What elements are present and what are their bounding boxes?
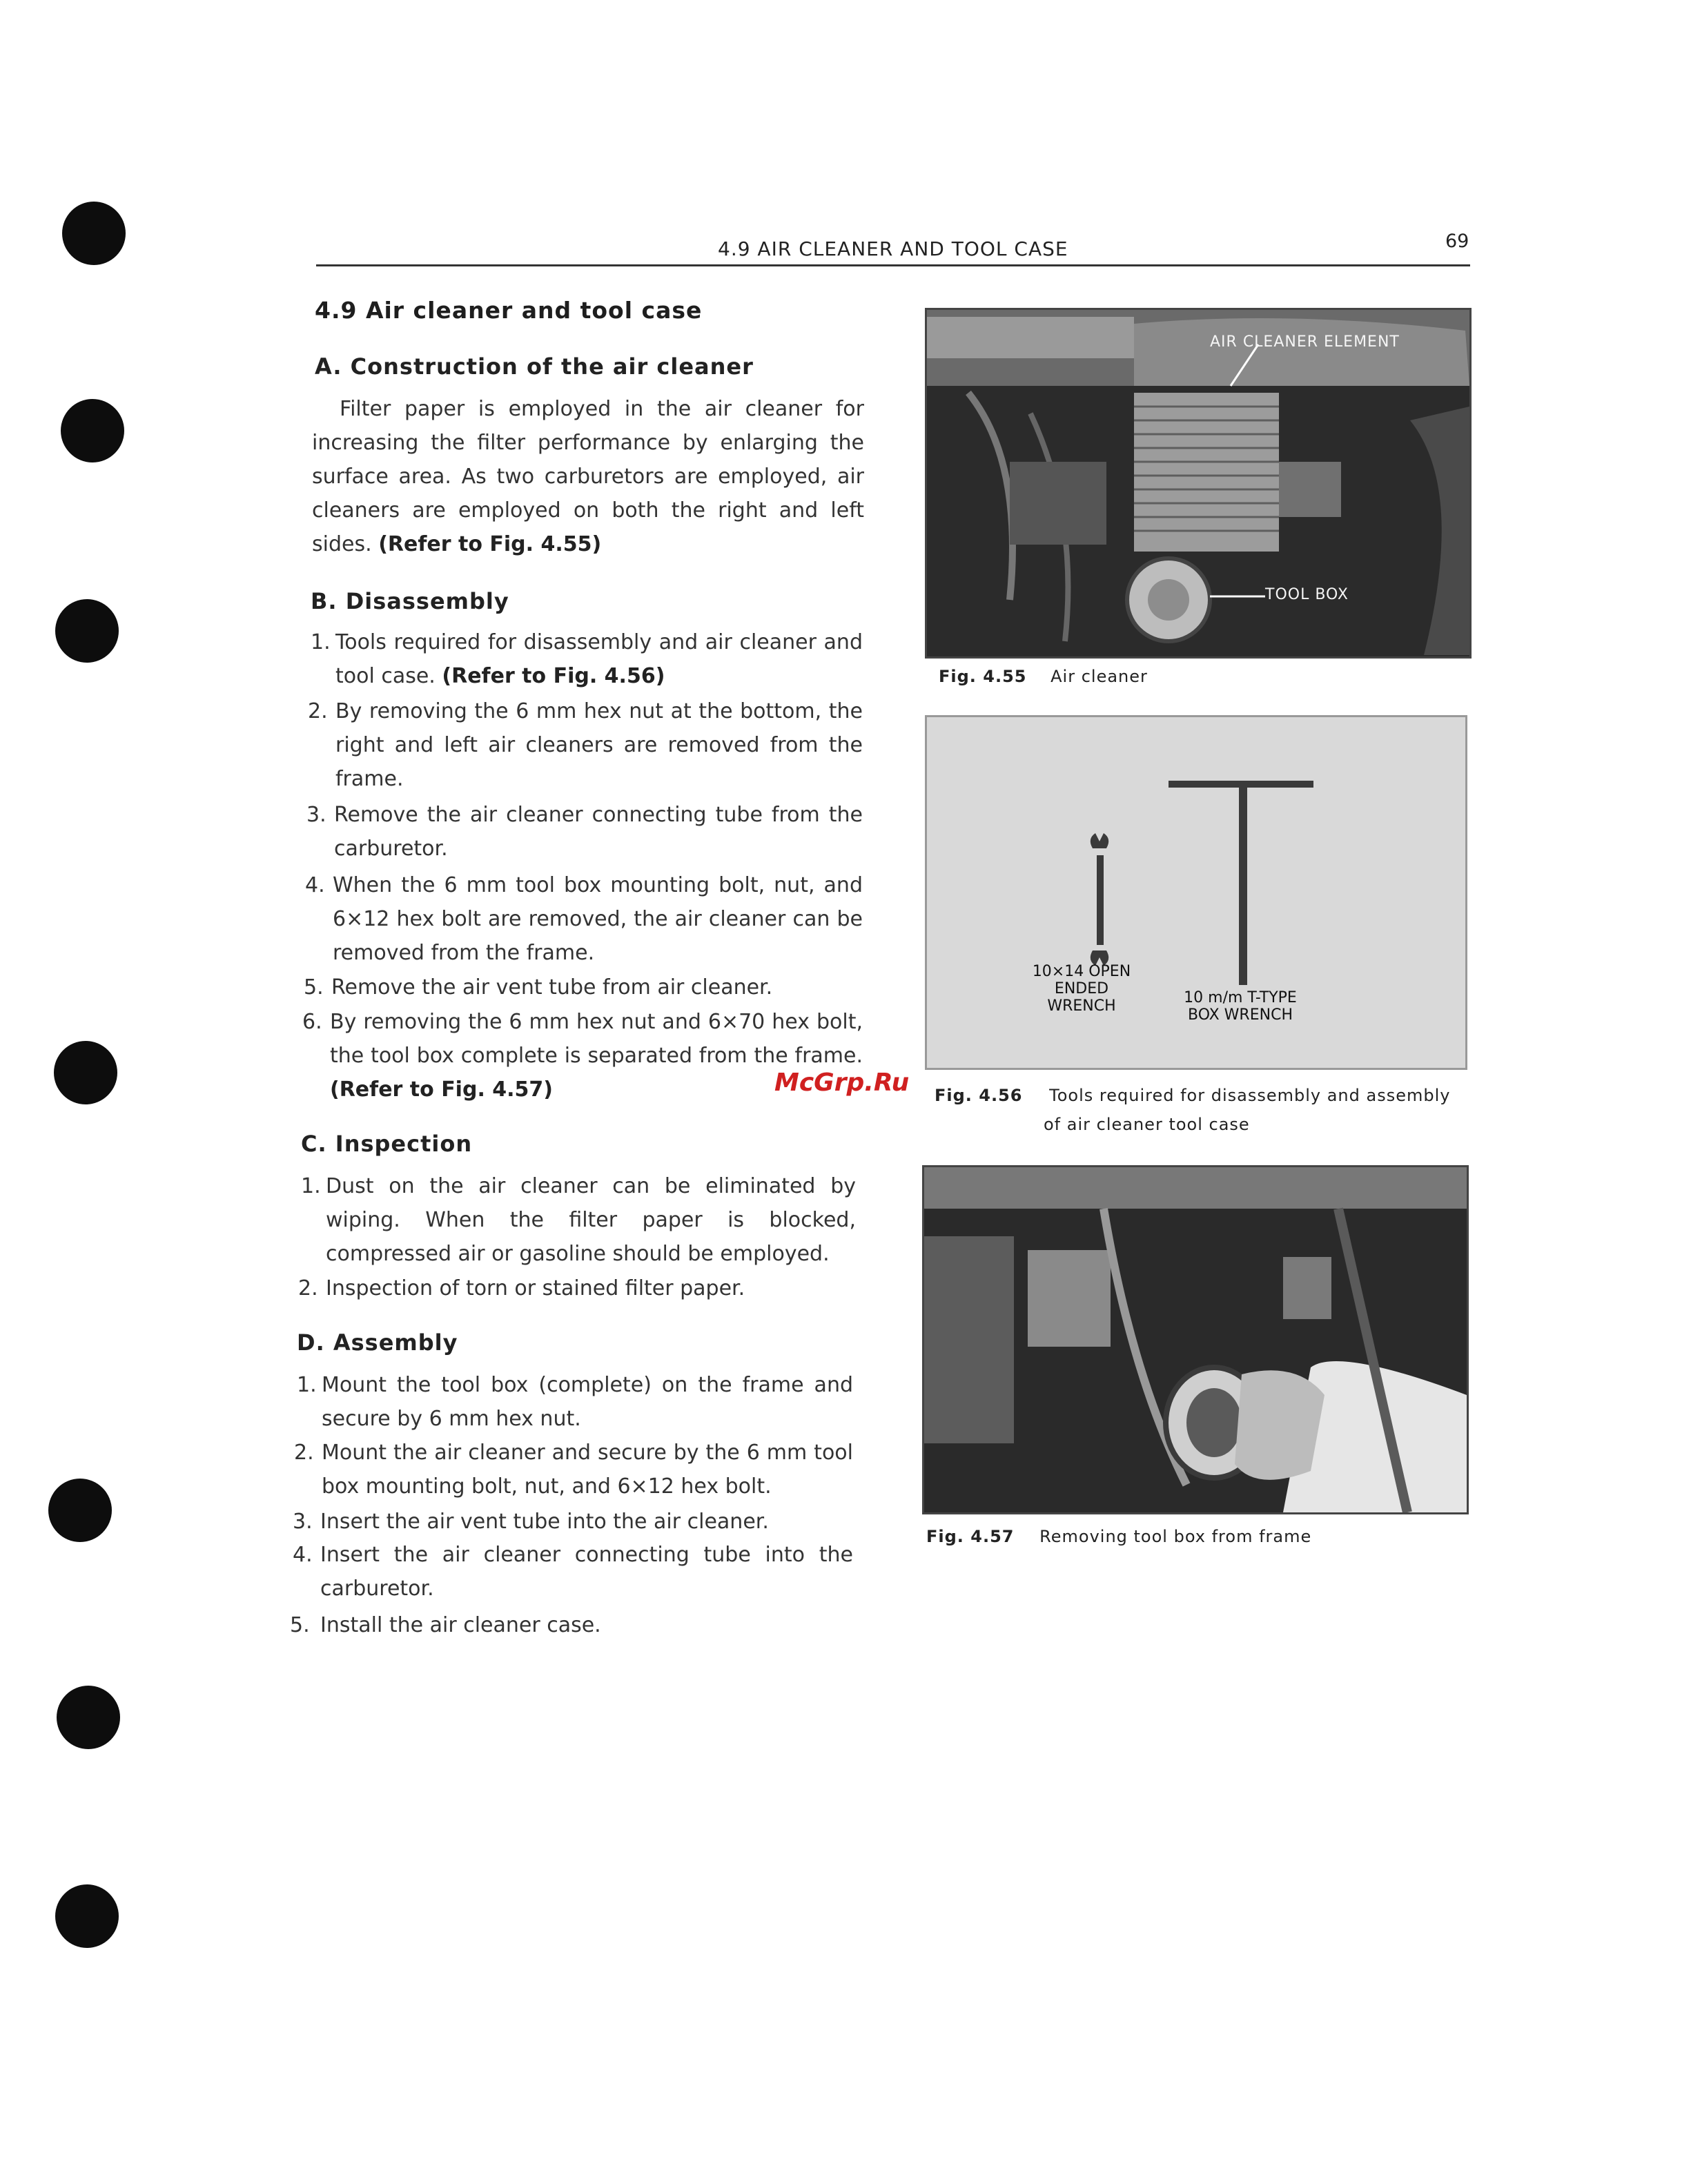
item-number: 2. — [308, 699, 328, 723]
item-number: 2. — [294, 1441, 314, 1465]
page-number: 69 — [1445, 231, 1469, 252]
item-ref: (Refer to Fig. 4.56) — [442, 664, 665, 688]
figure-tools-photo — [925, 715, 1467, 1070]
air-cleaner-illustration — [927, 310, 1469, 656]
binder-hole — [55, 1884, 119, 1948]
item-text: Remove the air vent tube from air cleaner. — [331, 975, 773, 1000]
label-tool-box: TOOL BOX — [1265, 586, 1349, 603]
item-number: 3. — [306, 803, 326, 827]
watermark: McGrp.Ru — [774, 1069, 910, 1097]
heading-inspection: C. Inspection — [301, 1131, 473, 1157]
assembly-item-3 — [293, 1505, 853, 1539]
label-air-cleaner-element: AIR CLEANER ELEMENT — [1210, 333, 1400, 351]
heading-construction: A. Construction of the air cleaner — [315, 353, 754, 380]
assembly-item-4 — [293, 1538, 853, 1606]
label-line: 10 m/m T-TYPE — [1184, 989, 1297, 1006]
binder-hole — [55, 599, 119, 663]
item-text: Dust on the air cleaner can be eliminated by wiping. When the filter paper is blocked, compressed air or gasoline should be employed. — [326, 1174, 856, 1266]
item-number: 1. — [311, 630, 331, 654]
item-text: Install the air cleaner case. — [320, 1613, 601, 1637]
disassembly-item-1 — [311, 625, 863, 693]
item-number: 2. — [298, 1276, 318, 1300]
construction-ref: (Refer to Fig. 4.55) — [378, 532, 602, 556]
assembly-item-1 — [297, 1368, 853, 1436]
item-text: Remove the air cleaner connecting tube from the carburetor. — [334, 803, 863, 861]
label-line: BOX WRENCH — [1188, 1006, 1293, 1024]
item-text: Mount the air cleaner and secure by the 6 mm tool box mounting bolt, nut, and 6×12 hex bolt. — [322, 1441, 853, 1499]
removing-toolbox-illustration — [924, 1167, 1467, 1512]
fig-number: Fig. 4.56 — [935, 1086, 1023, 1105]
disassembly-item-5 — [304, 971, 863, 1004]
item-number: 3. — [293, 1510, 313, 1534]
item-number: 5. — [304, 975, 324, 1000]
item-text: Insert the air vent tube into the air cleaner. — [320, 1510, 769, 1534]
disassembly-item-3 — [306, 798, 863, 866]
item-text: When the 6 mm tool box mounting bolt, nut, and 6×12 hex bolt are removed, the air cleaner can be removed from the frame. — [333, 873, 863, 965]
fig-4-57-caption — [926, 1527, 1311, 1546]
figure-air-cleaner-photo — [925, 308, 1472, 659]
fig-caption-text: Air cleaner — [1050, 667, 1148, 686]
fig-4-56-caption — [935, 1081, 1450, 1139]
item-number: 4. — [293, 1543, 313, 1567]
inspection-item-2 — [298, 1271, 856, 1305]
label-line: 10×14 OPEN — [1032, 963, 1131, 980]
assembly-item-2 — [294, 1436, 853, 1503]
assembly-item-5 — [290, 1608, 853, 1642]
fig-4-55-caption — [939, 667, 1148, 686]
fig-number: Fig. 4.57 — [926, 1527, 1015, 1546]
label-t-type-box-wrench — [1178, 989, 1302, 1024]
binder-hole — [62, 202, 126, 265]
item-text: By removing the 6 mm hex nut at the bottom, the right and left air cleaners are removed from the frame. — [335, 699, 863, 791]
item-text: Inspection of torn or stained filter paper. — [326, 1276, 745, 1300]
running-title: 4.9 AIR CLEANER AND TOOL CASE — [718, 237, 1068, 260]
fig-caption-text: Removing tool box from frame — [1039, 1527, 1312, 1546]
item-number: 5. — [290, 1613, 310, 1637]
fig-caption-line1: Tools required for disassembly and assembly — [1049, 1086, 1451, 1105]
item-text: Tools required for disassembly and air cleaner and tool case. — [335, 630, 863, 688]
binder-hole — [48, 1479, 112, 1542]
heading-assembly: D. Assembly — [297, 1329, 458, 1356]
construction-paragraph — [312, 392, 864, 561]
label-line: ENDED WRENCH — [1047, 980, 1116, 1015]
header-rule — [316, 264, 1470, 266]
inspection-item-1 — [301, 1169, 856, 1271]
fig-caption-line2: of air cleaner tool case — [1044, 1115, 1250, 1134]
item-text: By removing the 6 mm hex nut and 6×70 hex bolt, the tool box complete is separated from the frame. — [330, 1010, 863, 1068]
binder-hole — [61, 399, 124, 462]
item-ref: (Refer to Fig. 4.57) — [330, 1078, 554, 1102]
item-number: 1. — [301, 1174, 321, 1198]
heading-disassembly: B. Disassembly — [311, 588, 509, 614]
item-number: 6. — [302, 1010, 322, 1034]
figure-removing-toolbox-photo — [922, 1165, 1469, 1514]
binder-hole — [54, 1041, 117, 1104]
disassembly-item-2 — [308, 694, 863, 796]
disassembly-item-4 — [305, 868, 863, 970]
item-number: 1. — [297, 1373, 317, 1397]
label-open-ended-wrench — [1019, 963, 1144, 1015]
binder-hole — [57, 1686, 120, 1749]
fig-number: Fig. 4.55 — [939, 667, 1027, 686]
section-title: 4.9 Air cleaner and tool case — [315, 297, 703, 324]
item-text: Mount the tool box (complete) on the frame and secure by 6 mm hex nut. — [322, 1373, 853, 1431]
item-text: Insert the air cleaner connecting tube into the carburetor. — [320, 1543, 853, 1601]
item-number: 4. — [305, 873, 325, 897]
construction-text: Filter paper is employed in the air cleaner for increasing the filter performance by enlarging the surface area. As two carburetors are employed, air cleaners are employed on both the right and left sides. — [312, 397, 864, 556]
